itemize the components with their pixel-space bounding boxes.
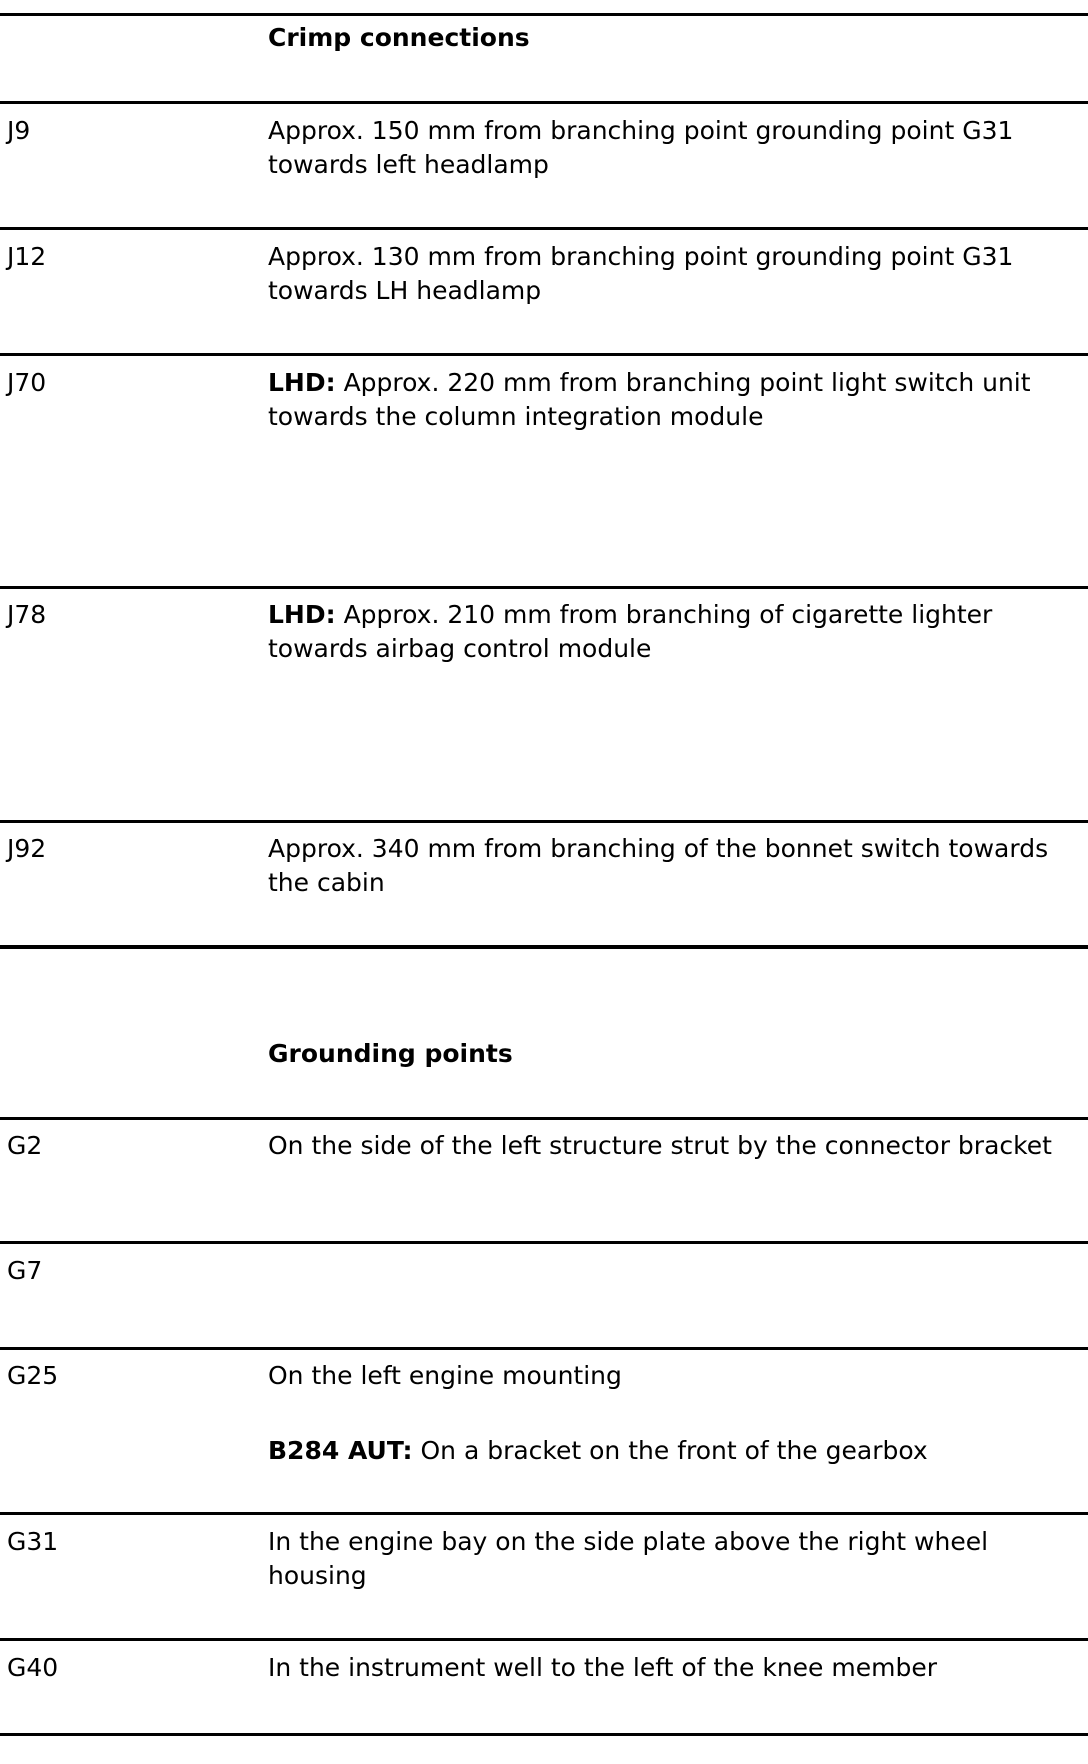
rule-grounding-header (0, 1117, 1088, 1120)
rule-g2 (0, 1241, 1088, 1244)
crimp-code-j92: J92 (7, 834, 47, 863)
crimp-desc-j70-text: Approx. 220 mm from branching point light switch unit towards the column integration module (268, 368, 1031, 431)
grounding-points-heading: Grounding points (268, 1039, 513, 1068)
ground-desc-g40: In the instrument well to the left of the knee member (268, 1653, 937, 1682)
crimp-desc-j9: Approx. 150 mm from branching point grounding point G31 towards left headlamp (268, 116, 1014, 179)
rule-bottom (0, 1733, 1088, 1736)
crimp-desc-j92: Approx. 340 mm from branching of the bonnet switch towards the cabin (268, 834, 1049, 897)
crimp-code-j70: J70 (7, 368, 47, 397)
crimp-code-j12: J12 (7, 242, 47, 271)
ground-code-g7: G7 (7, 1256, 43, 1285)
ground-desc-g31: In the engine bay on the side plate above the right wheel housing (268, 1527, 989, 1590)
rule-crimp-end (0, 945, 1088, 949)
ground-code-g2: G2 (7, 1131, 43, 1160)
rule-g31 (0, 1638, 1088, 1641)
rule-g25 (0, 1512, 1088, 1515)
rule-crimp-header (0, 101, 1088, 104)
ground-note-g25 (268, 1434, 1078, 1468)
rule-g7 (0, 1347, 1088, 1350)
rule-top (0, 13, 1088, 16)
rule-j70 (0, 586, 1088, 589)
rule-j9 (0, 227, 1088, 230)
rule-j12 (0, 353, 1088, 356)
crimp-desc-j70 (268, 366, 1078, 434)
ground-desc-g2: On the side of the left structure strut by the connector bracket (268, 1131, 1052, 1160)
crimp-desc-j78-text: Approx. 210 mm from branching of cigarette lighter towards airbag control module (268, 600, 993, 663)
ground-code-g40: G40 (7, 1653, 59, 1682)
crimp-code-j9: J9 (7, 116, 31, 145)
ground-code-g25: G25 (7, 1361, 59, 1390)
ground-code-g31: G31 (7, 1527, 59, 1556)
lhd-prefix: LHD: (268, 368, 336, 397)
lhd-prefix: LHD: (268, 600, 336, 629)
crimp-connections-heading: Crimp connections (268, 23, 530, 52)
crimp-desc-j78 (268, 598, 1078, 666)
ground-note-g25-text: On a bracket on the front of the gearbox (420, 1436, 928, 1465)
crimp-desc-j12: Approx. 130 mm from branching point grounding point G31 towards LH headlamp (268, 242, 1014, 305)
crimp-code-j78: J78 (7, 600, 47, 629)
b284-aut-prefix: B284 AUT: (268, 1436, 413, 1465)
ground-desc-g25: On the left engine mounting (268, 1361, 622, 1390)
rule-j78 (0, 820, 1088, 823)
